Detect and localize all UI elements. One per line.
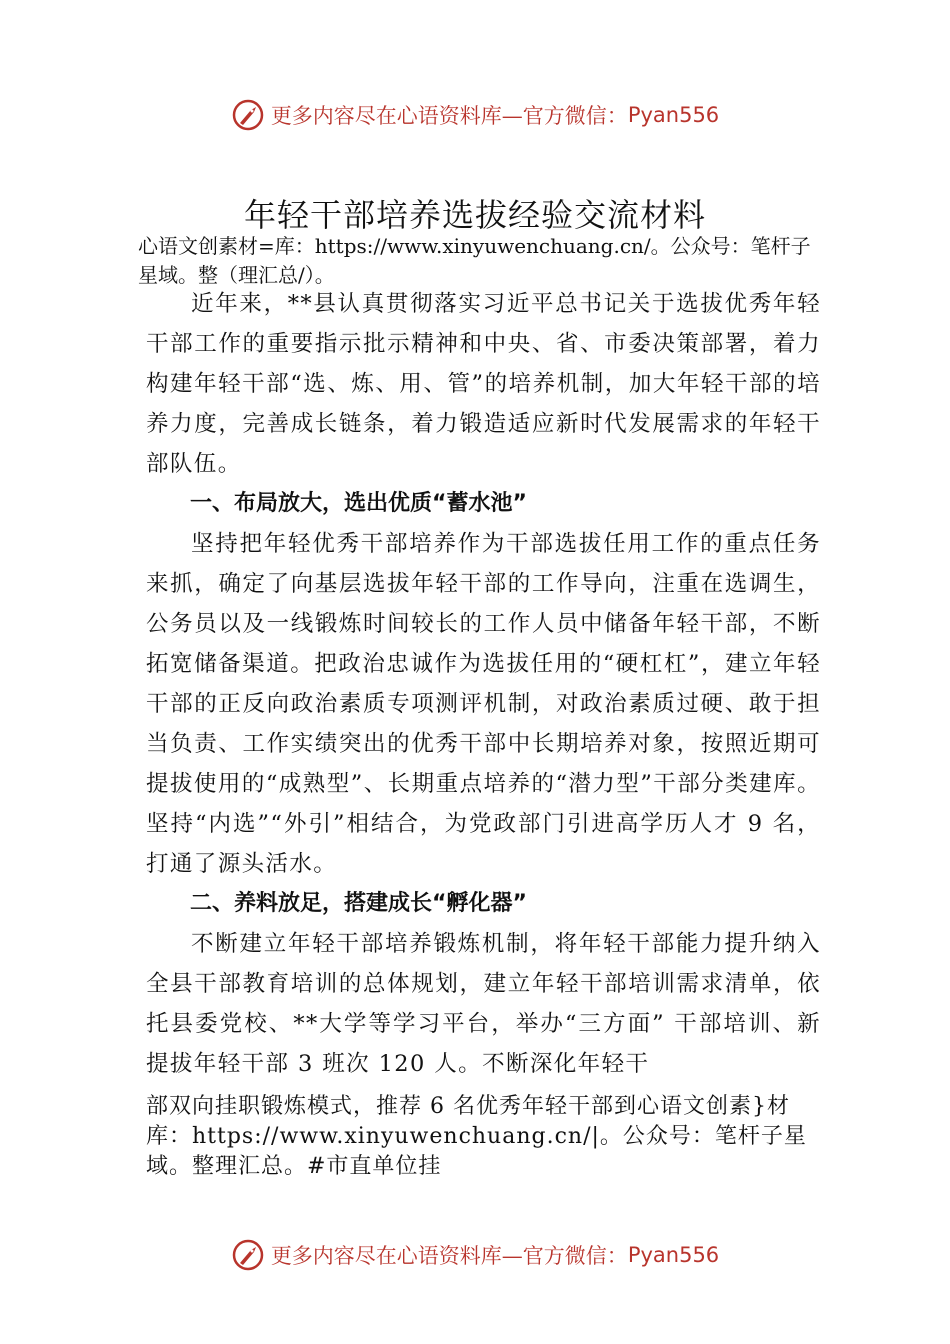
header-watermark-banner <box>0 98 950 132</box>
section-1-heading: 一、布局放大，选出优质“蓄水池” <box>190 491 527 516</box>
section-2-heading: 二、养料放足，搭建成长“孵化器” <box>190 891 527 916</box>
banner-text: 更多内容尽在心语资料库—官方微信： <box>270 104 628 128</box>
intro-paragraph: 近年来，**县认真贯彻落实习近平总书记关于选拔优秀年轻干部工作的重要指示批示精神和中央、省、市委决策部署，着力构建年轻干部“选、炼、用、管”的培养机制，加大年轻干部的培养力度，完善成长链条，着力锻造适应新时代发展需求的年轻干部队伍。 <box>146 291 821 477</box>
source-note: 心语文创素材=库：https://www.xinyuwenchuang.cn/。公众号：笔杆子星域。整（理汇总/）。 <box>138 234 811 287</box>
pen-nib-logo-icon <box>231 98 265 132</box>
document-body <box>146 284 821 1182</box>
document-title: 年轻干部培养选拔经验交流材料 <box>243 196 706 234</box>
section-1-paragraph: 坚持把年轻优秀干部培养作为干部选拔任用工作的重点任务来抓，确定了向基层选拔年轻干部的工作导向，注重在选调生，公务员以及一线锻炼时间较长的工作人员中储备年轻干部，不断拓宽储备渠道。把政治忠诚作为选拔任用的“硬杠杠”，建立年轻干部的正反向政治素质专项测评机制，对政治素质过硬、敢于担当负责、工作实绩突出的优秀干部中长期培养对象，按照近期可提拔使用的“成熟型”、长期重点培养的“潜力型”干部分类建库。坚持“内选”“外引”相结合，为党政部门引进高学历人才 9 名，打通了源头活水。 <box>146 531 821 877</box>
footer-watermark-banner <box>0 1238 950 1272</box>
banner-wechat-id: Pyan556 <box>627 103 720 127</box>
section-2-paragraph: 不断建立年轻干部培养锻炼机制，将年轻干部能力提升纳入全县干部教育培训的总体规划，建立年轻干部培训需求清单，依托县委党校、**大学等学习平台，举办“三方面” 干部培训、新提拔年轻干部 3 班次 120 人。不断深化年轻干 <box>146 931 821 1077</box>
pen-nib-logo-icon <box>231 1238 265 1272</box>
section-2-tail-text: 部双向挂职锻炼模式，推荐 6 名优秀年轻干部到心语文创素}材库：https://www.xinyuwenchuang.cn/|。公众号：笔杆子星域。整理汇总。#市直单位挂 <box>146 1094 807 1179</box>
banner-text: 更多内容尽在心语资料库—官方微信： <box>270 1244 628 1268</box>
banner-wechat-id: Pyan556 <box>627 1243 720 1267</box>
